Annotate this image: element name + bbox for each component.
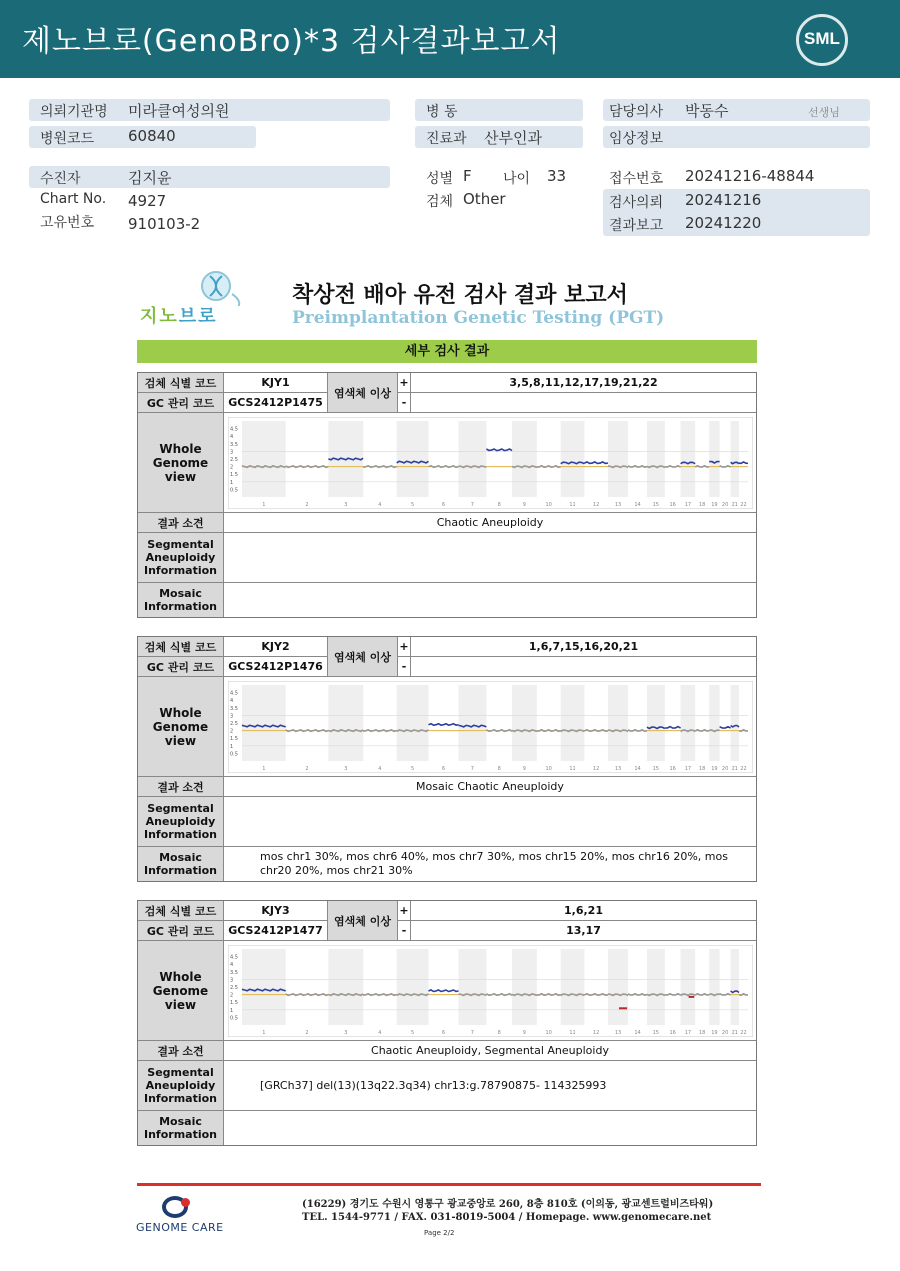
x-tick-label: 22 xyxy=(740,1030,747,1036)
genome-view-label: Whole Genome view xyxy=(138,677,224,776)
chromosome-band xyxy=(328,949,363,1025)
chromosome-band xyxy=(459,685,487,761)
chromosome-band xyxy=(512,421,537,497)
segmental-value: [GRCh37] del(13)(13q22.3q34) chr13:g.78790875- 114325993 xyxy=(260,1079,607,1092)
age-value: 33 xyxy=(547,167,567,185)
footer-address xyxy=(302,1198,713,1224)
id-label: 고유번호 xyxy=(40,215,95,231)
x-tick-label: 22 xyxy=(740,502,747,508)
y-tick-label: 0.5 xyxy=(230,487,238,494)
chromosome-band xyxy=(731,421,739,497)
x-tick-label: 2 xyxy=(305,1030,309,1036)
sample-id-value: KJY3 xyxy=(224,901,328,920)
chart-label: Chart No. xyxy=(40,191,107,207)
sample-id-row xyxy=(138,901,756,921)
chromosome-band xyxy=(561,421,585,497)
x-tick-label: 18 xyxy=(699,1030,706,1036)
doctor-suffix: 선생님 xyxy=(808,106,840,119)
hospital-code-value: 60840 xyxy=(128,127,176,145)
genome-view-row xyxy=(138,941,756,1041)
x-tick-label: 10 xyxy=(545,766,552,772)
x-tick-label: 10 xyxy=(545,502,552,508)
x-tick-label: 3 xyxy=(344,502,348,508)
genome-plot xyxy=(228,945,753,1037)
x-tick-label: 11 xyxy=(569,1030,576,1036)
x-tick-label: 7 xyxy=(470,502,474,508)
finding-row xyxy=(138,513,756,533)
x-tick-label: 2 xyxy=(305,502,309,508)
x-tick-label: 1 xyxy=(262,502,266,508)
id-value: 910103-2 xyxy=(128,215,201,233)
mosaic-row xyxy=(138,847,756,881)
y-tick-label: 1.5 xyxy=(230,472,238,479)
specimen-value: Other xyxy=(463,190,506,208)
gc-code-label: GC 관리 코드 xyxy=(138,921,224,940)
x-tick-label: 19 xyxy=(711,1030,718,1036)
chromosome-abnormal-label: 염색체 이상 xyxy=(328,901,398,941)
report-subtitle: Preimplantation Genetic Testing (PGT) xyxy=(292,308,665,328)
chromosome-band xyxy=(681,949,696,1025)
x-tick-label: 1 xyxy=(262,1030,266,1036)
x-tick-label: 22 xyxy=(740,766,747,772)
loss-sign: - xyxy=(398,657,411,676)
y-tick-label: 2 xyxy=(230,992,234,999)
requested-value: 20241216 xyxy=(685,191,762,209)
copy-number-trace xyxy=(397,730,429,732)
x-tick-label: 13 xyxy=(614,502,622,508)
segmental-label: Segmental Aneuploidy Information xyxy=(138,797,224,846)
hospital-code-label: 병원코드 xyxy=(40,131,95,147)
institution-label: 의뢰기관명 xyxy=(40,104,108,120)
chromosome-band xyxy=(647,421,665,497)
sample-id-row xyxy=(138,637,756,657)
chromosome-band xyxy=(512,685,537,761)
y-tick-label: 0.5 xyxy=(230,1015,238,1022)
sml-logo xyxy=(796,14,848,66)
gain-sign: + xyxy=(398,901,411,920)
dept-value: 산부인과 xyxy=(484,129,542,147)
gain-chromosomes: 3,5,8,11,12,17,19,21,22 xyxy=(509,376,658,389)
loss-sign: - xyxy=(398,393,411,412)
segmental-row xyxy=(138,797,756,847)
y-tick-label: 1 xyxy=(230,1007,234,1014)
segmental-row xyxy=(138,1061,756,1111)
gc-code-row xyxy=(138,921,756,941)
sex-value: F xyxy=(463,167,472,185)
loss-chromosomes xyxy=(411,393,756,412)
sample-id-label: 검체 식별 코드 xyxy=(138,373,224,392)
x-tick-label: 15 xyxy=(652,502,659,508)
genobro-logo-text-b: 브로 xyxy=(178,306,218,327)
y-tick-label: 1 xyxy=(230,479,234,486)
requested-label: 검사의뢰 xyxy=(609,195,664,211)
finding-label: 결과 소견 xyxy=(138,777,224,796)
gc-code-row xyxy=(138,657,756,677)
specimen-label: 검체 xyxy=(426,194,454,210)
y-tick-label: 4.5 xyxy=(230,690,238,697)
x-tick-label: 4 xyxy=(378,502,382,508)
x-tick-label: 12 xyxy=(592,1030,600,1036)
x-tick-label: 19 xyxy=(711,502,718,508)
chromosome-band xyxy=(242,421,286,497)
chromosome-abnormal-label: 염색체 이상 xyxy=(328,637,398,677)
y-tick-label: 0.5 xyxy=(230,751,238,758)
genome-care-logo xyxy=(136,1196,226,1236)
chromosome-band xyxy=(459,421,487,497)
chromosome-band xyxy=(328,685,363,761)
y-tick-label: 4 xyxy=(230,434,234,441)
ward-label: 병 동 xyxy=(426,104,458,120)
y-tick-label: 4.5 xyxy=(230,954,238,961)
y-tick-label: 2 xyxy=(230,728,234,735)
gc-code-value: GCS2412P1475 xyxy=(224,393,328,412)
x-tick-label: 16 xyxy=(669,1030,676,1036)
x-tick-label: 21 xyxy=(731,502,738,508)
gc-code-row xyxy=(138,393,756,413)
sex-label: 성별 xyxy=(426,171,454,187)
chromosome-band xyxy=(709,685,719,761)
x-tick-label: 21 xyxy=(731,1030,738,1036)
chromosome-band xyxy=(608,421,628,497)
segmental-label: Segmental Aneuploidy Information xyxy=(138,533,224,582)
y-tick-label: 2 xyxy=(230,464,234,471)
segmental-label: Segmental Aneuploidy Information xyxy=(138,1061,224,1110)
gain-segment xyxy=(397,461,429,463)
y-tick-label: 2.5 xyxy=(230,985,238,991)
y-tick-label: 3.5 xyxy=(230,969,238,976)
x-tick-label: 3 xyxy=(344,766,348,772)
copy-number-trace xyxy=(242,466,286,468)
chromosome-band xyxy=(242,949,286,1025)
genome-view-row xyxy=(138,413,756,513)
finding-value: Chaotic Aneuploidy xyxy=(436,516,544,529)
plot-frame xyxy=(228,681,753,773)
chromosome-band xyxy=(397,685,429,761)
y-tick-label: 4.5 xyxy=(230,426,238,433)
mosaic-value: mos chr1 30%, mos chr6 40%, mos chr7 30%, mos chr15 20%, mos chr16 20%, mos chr20 20%, mos chr21 30% xyxy=(260,850,728,877)
chromosome-band xyxy=(731,949,739,1025)
x-tick-label: 5 xyxy=(411,766,415,772)
x-tick-label: 7 xyxy=(470,766,474,772)
genome-care-logo-text: GENOME CARE xyxy=(136,1221,224,1234)
genobro-logo-text xyxy=(140,302,218,328)
mosaic-row xyxy=(138,1111,756,1145)
gain-sign: + xyxy=(398,373,411,392)
genobro-logo xyxy=(140,266,250,328)
x-tick-label: 8 xyxy=(497,502,501,508)
chromosome-abnormal-label: 염색체 이상 xyxy=(328,373,398,413)
receipt-value: 20241216-48844 xyxy=(685,167,815,185)
chromosome-band xyxy=(709,949,719,1025)
gain-chromosomes: 1,6,21 xyxy=(564,904,603,917)
genome-view-label: Whole Genome view xyxy=(138,941,224,1040)
genome-view-label: Whole Genome view xyxy=(138,413,224,512)
page-title: 제노브로(GenoBro)*3 검사결과보고서 xyxy=(22,24,561,59)
x-tick-label: 20 xyxy=(721,502,729,508)
y-tick-label: 1 xyxy=(230,743,234,750)
copy-number-trace xyxy=(397,994,429,996)
gain-segment xyxy=(242,989,286,991)
segmental-value xyxy=(224,797,756,846)
x-tick-label: 13 xyxy=(614,1030,622,1036)
sample-id-value: KJY1 xyxy=(224,373,328,392)
x-tick-label: 20 xyxy=(721,1030,729,1036)
chromosome-band xyxy=(561,949,585,1025)
x-tick-label: 21 xyxy=(731,766,738,772)
x-tick-label: 16 xyxy=(669,766,676,772)
x-tick-label: 12 xyxy=(592,502,600,508)
segmental-value xyxy=(224,533,756,582)
genome-plot-svg xyxy=(228,681,753,773)
chromosome-band xyxy=(709,421,719,497)
x-tick-label: 8 xyxy=(497,766,501,772)
sample-table xyxy=(137,372,757,618)
x-tick-label: 20 xyxy=(721,766,729,772)
reported-label: 결과보고 xyxy=(609,218,664,234)
chromosome-band xyxy=(647,949,665,1025)
gc-code-value: GCS2412P1476 xyxy=(224,657,328,676)
x-tick-label: 12 xyxy=(592,766,600,772)
x-tick-label: 7 xyxy=(470,1030,474,1036)
loss-sign: - xyxy=(398,921,411,940)
chromosome-band xyxy=(647,685,665,761)
clinical-label: 임상정보 xyxy=(609,131,664,147)
patient-label: 수진자 xyxy=(40,171,81,187)
x-tick-label: 5 xyxy=(411,1030,415,1036)
finding-row xyxy=(138,777,756,797)
x-tick-label: 18 xyxy=(699,766,706,772)
chromosome-band xyxy=(561,685,585,761)
x-tick-label: 5 xyxy=(411,502,415,508)
x-tick-label: 6 xyxy=(441,766,446,772)
y-tick-label: 4 xyxy=(230,962,234,969)
sample-id-label: 검체 식별 코드 xyxy=(138,901,224,920)
x-tick-label: 10 xyxy=(545,1030,552,1036)
mosaic-label: Mosaic Information xyxy=(138,847,224,881)
finding-row xyxy=(138,1041,756,1061)
segmental-row xyxy=(138,533,756,583)
x-tick-label: 13 xyxy=(614,766,622,772)
copy-number-trace xyxy=(584,994,608,996)
genobro-logo-text-a: 지노 xyxy=(140,306,179,327)
mosaic-label: Mosaic Information xyxy=(138,583,224,617)
chromosome-band xyxy=(459,949,487,1025)
finding-label: 결과 소견 xyxy=(138,513,224,532)
x-tick-label: 8 xyxy=(497,1030,501,1036)
x-tick-label: 9 xyxy=(522,502,526,508)
chromosome-band xyxy=(397,949,429,1025)
chromosome-band xyxy=(242,685,286,761)
plot-frame xyxy=(228,945,753,1037)
y-tick-label: 2.5 xyxy=(230,721,238,727)
footer-divider xyxy=(137,1183,761,1186)
x-tick-label: 6 xyxy=(441,502,446,508)
sample-table xyxy=(137,636,757,882)
y-tick-label: 3 xyxy=(230,713,234,720)
x-tick-label: 14 xyxy=(634,1030,641,1036)
y-tick-label: 1.5 xyxy=(230,736,238,743)
x-tick-label: 17 xyxy=(684,1030,692,1036)
finding-value: Chaotic Aneuploidy, Segmental Aneuploidy xyxy=(371,1044,609,1057)
chromosome-band xyxy=(731,685,739,761)
x-tick-label: 1 xyxy=(262,766,266,772)
sample-id-value: KJY2 xyxy=(224,637,328,656)
sample-id-row xyxy=(138,373,756,393)
x-tick-label: 16 xyxy=(669,502,676,508)
gc-code-label: GC 관리 코드 xyxy=(138,657,224,676)
info-row-bg xyxy=(29,166,390,188)
mosaic-value xyxy=(224,1111,756,1145)
gain-chromosomes: 1,6,7,15,16,20,21 xyxy=(528,640,639,653)
gc-code-label: GC 관리 코드 xyxy=(138,393,224,412)
loss-chromosomes: 13,17 xyxy=(566,924,601,937)
genome-plot-svg xyxy=(228,945,753,1037)
x-tick-label: 17 xyxy=(684,766,692,772)
genome-view-row xyxy=(138,677,756,777)
sample-table xyxy=(137,900,757,1146)
doctor-value: 박동수 xyxy=(685,102,729,120)
page-number: Page 2/2 xyxy=(424,1229,455,1237)
chromosome-band xyxy=(397,421,429,497)
chromosome-band xyxy=(608,949,628,1025)
report-title: 착상전 배아 유전 검사 결과 보고서 xyxy=(292,283,628,308)
contact-line: TEL. 1544-9771 / FAX. 031-8019-5004 / Homepage. www.genomecare.net xyxy=(302,1212,712,1223)
mosaic-label: Mosaic Information xyxy=(138,1111,224,1145)
x-tick-label: 19 xyxy=(711,766,718,772)
chart-value: 4927 xyxy=(128,192,167,210)
y-tick-label: 1.5 xyxy=(230,1000,238,1007)
chromosome-band xyxy=(512,949,537,1025)
patient-value: 김지윤 xyxy=(128,169,172,187)
y-tick-label: 2.5 xyxy=(230,457,238,463)
gain-segment xyxy=(242,725,286,727)
x-tick-label: 2 xyxy=(305,766,309,772)
gc-dot-icon xyxy=(181,1198,190,1207)
x-tick-label: 17 xyxy=(684,502,692,508)
chromosome-band xyxy=(681,685,696,761)
y-tick-label: 3 xyxy=(230,449,234,456)
institution-value: 미라클여성의원 xyxy=(128,102,230,120)
dept-label: 진료과 xyxy=(426,131,467,147)
y-tick-label: 3 xyxy=(230,977,234,984)
finding-value: Mosaic Chaotic Aneuploidy xyxy=(416,780,564,793)
y-tick-label: 3.5 xyxy=(230,705,238,712)
y-tick-label: 4 xyxy=(230,698,234,705)
receipt-label: 접수번호 xyxy=(609,171,664,187)
gc-code-value: GCS2412P1477 xyxy=(224,921,328,940)
loss-chromosomes xyxy=(411,657,756,676)
genome-plot xyxy=(228,681,753,773)
genome-plot-svg xyxy=(228,417,753,509)
address-line: (16229) 경기도 수원시 영통구 광교중앙로 260, 8층 810호 (이의동, 광교센트럴비즈타워) xyxy=(302,1199,714,1210)
x-tick-label: 11 xyxy=(569,766,576,772)
dna-icon xyxy=(140,266,250,306)
section-title: 세부 검사 결과 xyxy=(137,340,757,363)
mosaic-value xyxy=(224,583,756,617)
gain-sign: + xyxy=(398,637,411,656)
doctor-label: 담당의사 xyxy=(609,104,664,120)
header-bar xyxy=(0,0,900,78)
copy-number-trace xyxy=(584,730,608,732)
finding-label: 결과 소견 xyxy=(138,1041,224,1060)
x-tick-label: 15 xyxy=(652,766,659,772)
sml-logo-text: SML xyxy=(804,29,840,48)
x-tick-label: 9 xyxy=(522,766,526,772)
chromosome-band xyxy=(608,685,628,761)
reported-value: 20241220 xyxy=(685,214,762,232)
y-tick-label: 3.5 xyxy=(230,441,238,448)
chromosome-band xyxy=(681,421,696,497)
x-tick-label: 4 xyxy=(378,1030,382,1036)
x-tick-label: 3 xyxy=(344,1030,348,1036)
x-tick-label: 6 xyxy=(441,1030,446,1036)
x-tick-label: 11 xyxy=(569,502,576,508)
x-tick-label: 14 xyxy=(634,502,641,508)
x-tick-label: 15 xyxy=(652,1030,659,1036)
sample-id-label: 검체 식별 코드 xyxy=(138,637,224,656)
genome-plot xyxy=(228,417,753,509)
gain-segment xyxy=(584,462,608,464)
age-label: 나이 xyxy=(503,171,531,187)
x-tick-label: 14 xyxy=(634,766,641,772)
x-tick-label: 9 xyxy=(522,1030,526,1036)
plot-frame xyxy=(228,417,753,509)
x-tick-label: 4 xyxy=(378,766,382,772)
mosaic-row xyxy=(138,583,756,617)
x-tick-label: 18 xyxy=(699,502,706,508)
